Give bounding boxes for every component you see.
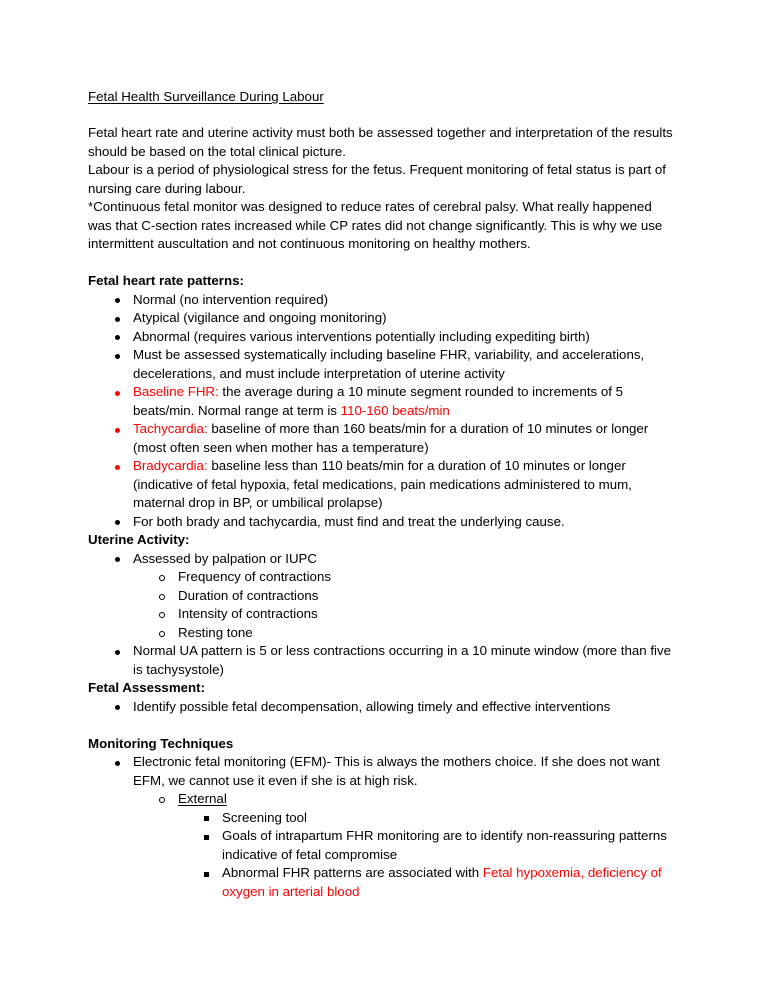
list-item: [88, 624, 678, 643]
bullet-disc-icon: [115, 465, 120, 470]
page-title: Fetal Health Surveillance During Labour: [88, 89, 324, 104]
bullet-disc-icon: [115, 317, 120, 322]
list-item: [88, 513, 678, 532]
list-item-label: baseline of more than 160 beats/min for a duration of 10 minutes or longer (most often seen when mother has a temperature): [133, 421, 649, 455]
sublist-uterine-activity: [88, 568, 678, 642]
list-uterine-activity-trailing: [88, 642, 678, 679]
list-fetal-assessment: [88, 698, 678, 717]
list-item: [88, 587, 678, 606]
list-item: [88, 550, 678, 569]
list-item: [88, 753, 678, 790]
list-item: [88, 309, 678, 328]
list-item-tachycardia: [88, 420, 678, 457]
list-item-label: Normal (no intervention required): [133, 291, 329, 307]
title-spacer: [88, 106, 678, 124]
list-item: [88, 605, 678, 624]
list-item-label: Normal UA pattern is 5 or less contractions occurring in a 10 minute window (more than five is tachysystole): [133, 643, 672, 677]
list-item-label: Assessed by palpation or IUPC: [133, 550, 318, 566]
list-item-label: Abnormal FHR patterns are associated with: [222, 865, 483, 880]
bullet-disc-icon: [115, 298, 120, 303]
section-heading-fetal-assessment: Fetal Assessment:: [88, 680, 206, 695]
bullet-circle-icon: [159, 797, 165, 803]
list-item-label: Atypical (vigilance and ongoing monitoring): [133, 310, 387, 325]
section-heading-monitoring-techniques: Monitoring Techniques: [88, 735, 234, 751]
intro-paragraph-2: Labour is a period of physiological stress for the fetus. Frequent monitoring of fetal status is part of nursing care during labour.: [88, 162, 666, 196]
list-item-baseline-fhr: [88, 383, 678, 420]
section-heading-fhr-patterns: Fetal heart rate patterns:: [88, 273, 244, 288]
list-item-label: the average during a 10 minute segment rounded to increments of 5 beats/min. Normal range at term is: [133, 384, 624, 418]
bullet-disc-icon: [115, 520, 120, 525]
section-gap: [88, 716, 678, 735]
list-item-external: [88, 790, 678, 809]
bullet-disc-icon: [115, 391, 120, 396]
list-item: [88, 827, 678, 864]
list-item-label: External: [178, 791, 227, 806]
list-item-label: Goals of intrapartum FHR monitoring are to identify non-reassuring patterns indicative of fetal compromise: [222, 828, 667, 862]
list-item: [88, 642, 678, 679]
bullet-square-icon: [204, 835, 209, 840]
bullet-circle-icon: [159, 575, 165, 581]
bullet-disc-icon: [115, 650, 120, 655]
bullet-square-icon: [204, 816, 209, 821]
bullet-disc-icon: [115, 557, 120, 562]
list-item: [88, 346, 678, 383]
list-item: [88, 809, 678, 828]
intro-paragraph-3: *Continuous fetal monitor was designed to reduce rates of cerebral palsy. What really happened was that C-section rates increased while CP rates did not change significantly. This is why we use intermittent auscultation and not continuous monitoring on healthy mothers.: [88, 199, 663, 251]
list-item-label: Identify possible fetal decompensation, allowing timely and effective interventions: [133, 698, 611, 714]
bullet-disc-icon: [115, 428, 120, 433]
section-heading-uterine-activity: Uterine Activity:: [88, 532, 190, 547]
list-item: [88, 328, 678, 347]
bullet-disc-icon: [115, 354, 120, 359]
bullet-circle-icon: [159, 594, 165, 600]
intro-paragraph-1: Fetal heart rate and uterine activity must both be assessed together and interpretation of the results should be based on the total clinical picture.: [88, 125, 673, 159]
bullet-disc-icon: [115, 335, 120, 340]
bullet-disc-icon: [115, 705, 120, 710]
list-item-label: Electronic fetal monitoring (EFM)- This is always the mothers choice. If she does not want EFM, we cannot use it even if she is at high risk.: [133, 754, 660, 788]
list-item: [88, 568, 678, 587]
list-item-term-label: Baseline FHR:: [133, 384, 219, 399]
intro-section-gap: [88, 254, 678, 273]
list-item-label: For both brady and tachycardia, must find and treat the underlying cause.: [133, 513, 565, 529]
list-item-bradycardia: [88, 457, 678, 513]
list-item-label: Frequency of contractions: [178, 569, 331, 584]
list-item-label: Duration of contractions: [178, 587, 319, 603]
list-uterine-activity: [88, 550, 678, 569]
list-item-term-label: Bradycardia:: [133, 458, 208, 473]
list-item-label: Must be assessed systematically including baseline FHR, variability, and accelerations, decelerations, and must include interpretation of uterine activity: [133, 347, 645, 381]
list-item-label: Screening tool: [222, 809, 308, 825]
list-fhr-patterns: [88, 291, 678, 532]
list-item-abnormal-fhr: [88, 864, 678, 901]
list-item-highlight: Fetal hypoxemia, deficiency of oxygen in arterial blood: [222, 865, 662, 899]
list-item-term-label: Tachycardia:: [133, 421, 208, 436]
bullet-disc-icon: [115, 761, 120, 766]
bullet-circle-icon: [159, 612, 165, 618]
list-item-label: Intensity of contractions: [178, 606, 318, 621]
list-item-highlight: 110-160 beats/min: [340, 402, 450, 418]
list-item-label: Resting tone: [178, 624, 253, 640]
list-item-label: Abnormal (requires various interventions potentially including expediting birth): [133, 328, 590, 344]
list-item: [88, 291, 678, 310]
list-item: [88, 698, 678, 717]
bullet-square-icon: [204, 872, 209, 877]
subsublist-external-details: [88, 809, 678, 902]
list-monitoring-techniques: [88, 753, 678, 790]
sublist-monitoring-techniques: [88, 790, 678, 809]
list-item-label: baseline less than 110 beats/min for a duration of 10 minutes or longer (indicative of fetal hypoxia, fetal medications, pain medications administered to mum, maternal drop in BP, or umbilical prolapse): [133, 458, 632, 510]
bullet-circle-icon: [159, 631, 165, 637]
